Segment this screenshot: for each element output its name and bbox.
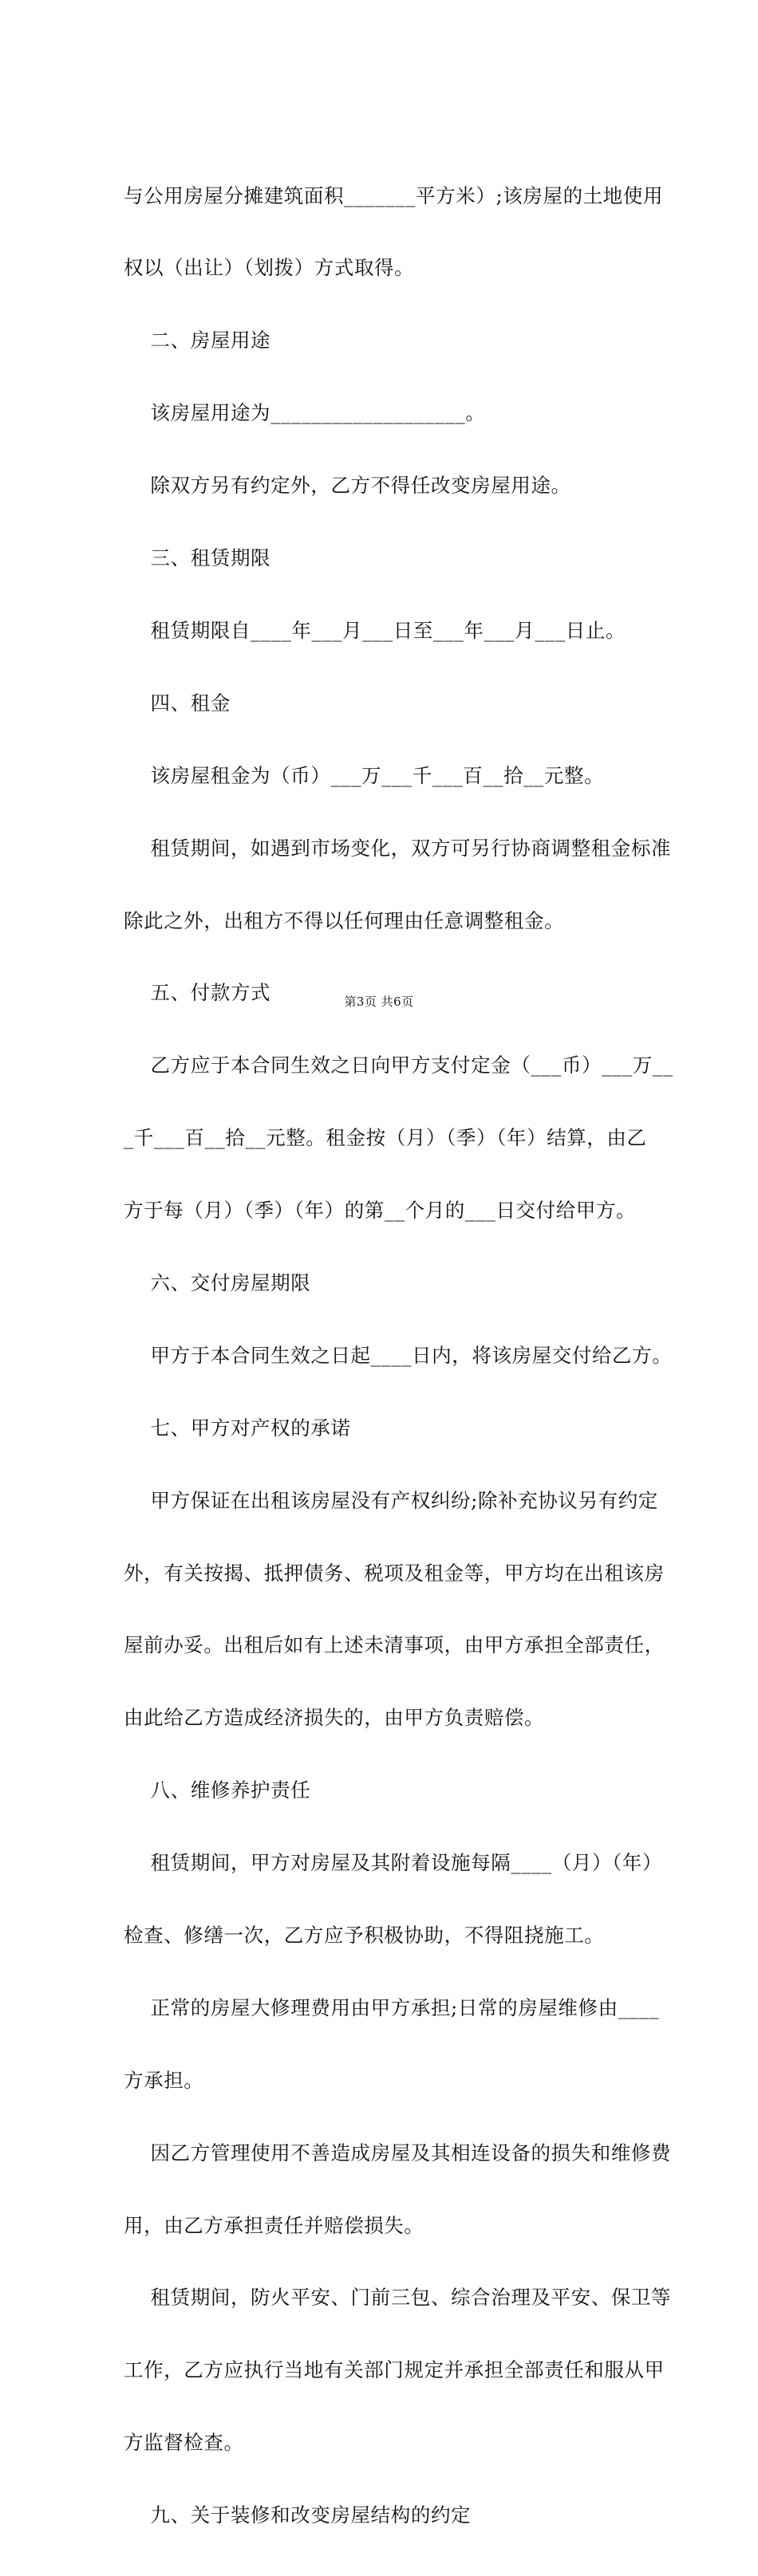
text-line: 租赁期间，如遇到市场变化，双方可另行协商调整租金标准 (124, 836, 672, 860)
section-heading: 四、租金 (124, 691, 231, 715)
section-heading: 五、付款方式 (124, 981, 271, 1005)
text-line: 除此之外，出租方不得以任何理由任意调整租金。 (124, 908, 565, 932)
page-number-footer: 第3页 共6页 (344, 995, 414, 1009)
text-line: 外，有关按揭、抵押债务、税项及租金等，甲方均在出租该房 (124, 1561, 665, 1585)
document-body (124, 136, 674, 2576)
text-line: 该房屋租金为（币）___万___千___百__拾__元整。 (124, 763, 605, 787)
text-line: 租赁期限自____年___月___日至___年___月___日止。 (124, 618, 626, 642)
section-heading: 八、维修养护责任 (124, 1778, 311, 1802)
text-line: 该房屋用途为___________________。 (124, 401, 486, 425)
text-line: 用，由乙方承担责任并赔偿损失。 (124, 2213, 424, 2237)
text-line: 由此给乙方造成经济损失的，由甲方负责赔偿。 (124, 1706, 545, 1730)
section-heading: 二、房屋用途 (124, 329, 271, 353)
text-line: 甲方保证在出租该房屋没有产权纠纷;除补充协议另有约定 (124, 1488, 658, 1512)
text-line: 甲方于本合同生效之日起____日内，将该房屋交付给乙方。 (124, 1343, 673, 1367)
section-heading: 三、租赁期限 (124, 546, 271, 570)
text-line: 正常的房屋大修理费用由甲方承担;日常的房屋维修由____ (124, 1995, 660, 2019)
text-line: 与公用房屋分摊建筑面积_______平方米）;该房屋的土地使用 (124, 183, 664, 207)
text-line: 租赁期间，防火平安、门前三包、综合治理及平安、保卫等 (124, 2286, 672, 2310)
text-line: 屋前办妥。出租后如有上述未清事项，由甲方承担全部责任， (124, 1633, 665, 1657)
text-line: 权以（出让）（划拨）方式取得。 (124, 256, 415, 280)
text-line: 检查、修缮一次，乙方应予积极协助，不得阻挠施工。 (124, 1923, 605, 1947)
text-line: 因乙方管理使用不善造成房屋及其相连设备的损失和维修费 (124, 2141, 672, 2164)
text-line: 工作，乙方应执行当地有关部门规定并承担全部责任和服从甲 (124, 2358, 665, 2382)
section-heading: 六、交付房屋期限 (124, 1270, 311, 1294)
text-line: 除双方另有约定外，乙方不得任改变房屋用途。 (124, 474, 571, 498)
text-line: 方监督检查。 (124, 2431, 244, 2455)
text-line: 租赁期间，甲方对房屋及其附着设施每隔____（月）（年） (124, 1851, 663, 1875)
section-heading: 七、甲方对产权的承诺 (124, 1416, 351, 1440)
text-line: _千___百__拾__元整。租金按（月）（季）（年）结算，由乙 (124, 1126, 647, 1150)
section-heading: 九、关于装修和改变房屋结构的约定 (124, 2503, 472, 2527)
text-line: 乙方应于本合同生效之日向甲方支付定金（___币）___万__ (124, 1054, 673, 1077)
text-line: 方于每（月）（季）（年）的第__个月的___日交付给甲方。 (124, 1199, 637, 1223)
text-line: 方承担。 (124, 2068, 204, 2092)
